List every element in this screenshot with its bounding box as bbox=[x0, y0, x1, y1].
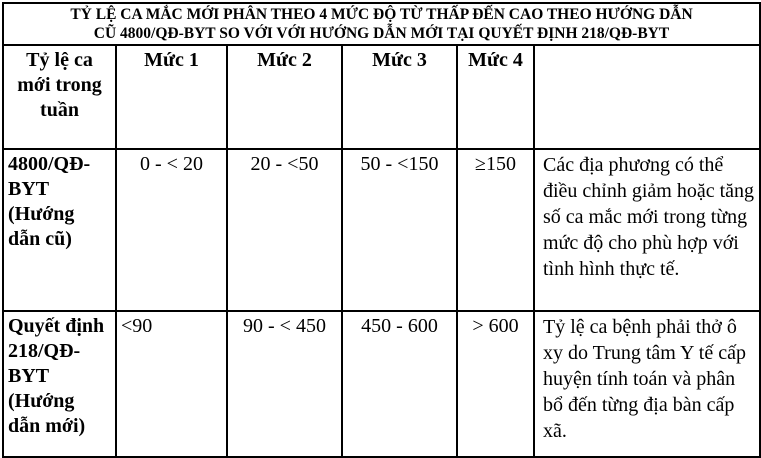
cell-old-level-1: 0 - < 20 bbox=[116, 149, 227, 311]
header-note-cell bbox=[534, 45, 760, 149]
table-title bbox=[3, 3, 760, 45]
cell-old-level-4: ≥150 bbox=[457, 149, 534, 311]
cell-old-level-2: 20 - <50 bbox=[227, 149, 342, 311]
row-label-new-guidance: Quyết định 218/QĐ-BYT (Hướng dẫn mới) bbox=[3, 311, 116, 457]
header-level-3: Mức 3 bbox=[342, 45, 457, 149]
cell-old-level-3: 50 - <150 bbox=[342, 149, 457, 311]
title-row bbox=[3, 3, 760, 45]
header-first-cell: Tỷ lệ ca mới trong tuần bbox=[3, 45, 116, 149]
title-line-2: CŨ 4800/QĐ-BYT SO VỚI VỚI HƯỚNG DẪN MỚI TẠI QUYẾT ĐỊNH 218/QĐ-BYT bbox=[93, 25, 670, 42]
cell-new-level-3: 450 - 600 bbox=[342, 311, 457, 457]
row-label-old-guidance: 4800/QĐ-BYT (Hướng dẫn cũ) bbox=[3, 149, 116, 311]
header-level-2: Mức 2 bbox=[227, 45, 342, 149]
cell-new-level-4: > 600 bbox=[457, 311, 534, 457]
note-old-guidance: Các địa phương có thể điều chỉnh giảm hoặc tăng số ca mắc mới trong từng mức độ cho phù hợp với tình hình thực tế. bbox=[534, 149, 760, 311]
header-row bbox=[3, 45, 760, 149]
header-level-4: Mức 4 bbox=[457, 45, 534, 149]
table-row bbox=[3, 311, 760, 457]
cell-new-level-2: 90 - < 450 bbox=[227, 311, 342, 457]
cell-new-level-1: <90 bbox=[116, 311, 227, 457]
note-new-guidance: Tỷ lệ ca bệnh phải thở ô xy do Trung tâm Y tế cấp huyện tính toán và phân bổ đến từng địa bàn cấp xã. bbox=[534, 311, 760, 457]
title-line-1: TỶ LỆ CA MẮC MỚI PHÂN THEO 4 MỨC ĐỘ TỪ THẤP ĐẾN CAO THEO HƯỚNG DẪN bbox=[70, 6, 693, 23]
table-row bbox=[3, 149, 760, 311]
comparison-table bbox=[2, 2, 761, 458]
header-level-1: Mức 1 bbox=[116, 45, 227, 149]
